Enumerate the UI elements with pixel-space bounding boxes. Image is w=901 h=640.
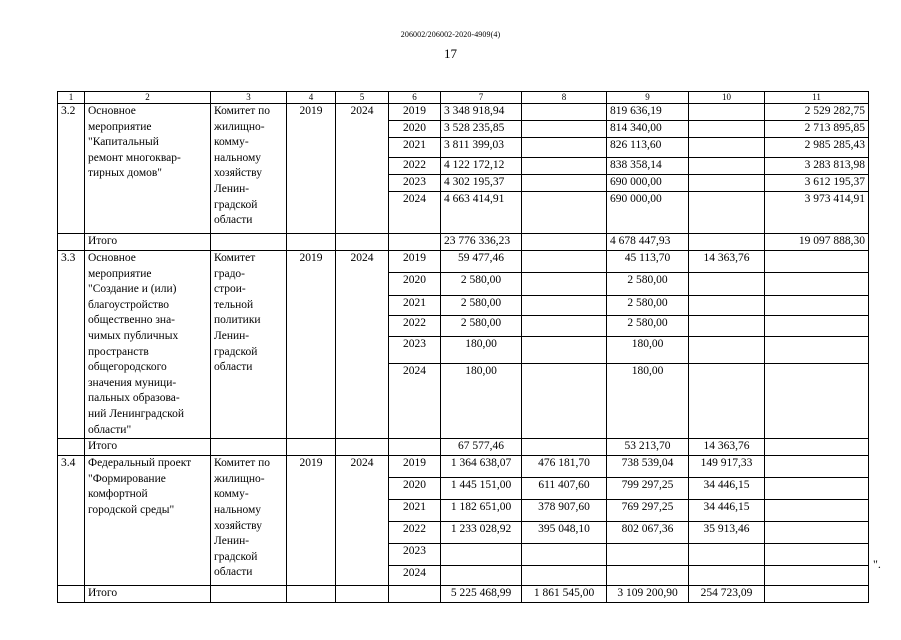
total-amount: 5 225 468,99 [441, 586, 522, 603]
year-cell: 2024 [389, 566, 441, 586]
amount-cell: 59 477,46 [441, 251, 522, 273]
amount-cell: 149 917,33 [689, 456, 765, 478]
amount-cell: 1 182 651,00 [441, 500, 522, 522]
amount-cell [522, 336, 607, 364]
amount-cell [441, 566, 522, 586]
amount-cell [765, 273, 869, 295]
year-cell: 2021 [389, 295, 441, 315]
empty-cell [211, 234, 287, 251]
responsible-executor: Комитет по жилищно- комму- нальному хозяйству Ленин- градской области [211, 456, 287, 586]
amount-cell [765, 544, 869, 566]
table-row [58, 104, 869, 121]
total-amount: 4 678 447,93 [607, 234, 689, 251]
amount-cell [522, 364, 607, 439]
amount-cell: 180,00 [441, 364, 522, 439]
amount-cell: 3 528 235,85 [441, 121, 522, 138]
empty-cell [336, 586, 389, 603]
amount-cell: 2 580,00 [441, 273, 522, 295]
total-amount: 254 723,09 [689, 586, 765, 603]
amount-cell [765, 500, 869, 522]
empty-cell [211, 586, 287, 603]
responsible-executor: Комитет по жилищно- комму- нальному хозяйству Ленин- градской области [211, 104, 287, 234]
amount-cell: 814 340,00 [607, 121, 689, 138]
amount-cell: 799 297,25 [607, 478, 689, 500]
amount-cell: 2 985 285,43 [765, 138, 869, 158]
empty-cell [58, 234, 85, 251]
year-cell: 2021 [389, 500, 441, 522]
total-amount: 23 776 336,23 [441, 234, 522, 251]
amount-cell [522, 192, 607, 234]
amount-cell: 476 181,70 [522, 456, 607, 478]
amount-cell [765, 522, 869, 544]
amount-cell: 611 407,60 [522, 478, 607, 500]
year-cell: 2022 [389, 522, 441, 544]
year-cell: 2023 [389, 544, 441, 566]
amount-cell [765, 316, 869, 336]
end-year: 2024 [336, 456, 389, 586]
total-amount [689, 234, 765, 251]
amount-cell: 1 233 028,92 [441, 522, 522, 544]
total-label: Итого [85, 586, 211, 603]
column-number: 4 [287, 92, 336, 104]
year-cell: 2023 [389, 336, 441, 364]
year-cell: 2023 [389, 175, 441, 192]
empty-cell [58, 586, 85, 603]
total-amount: 1 861 545,00 [522, 586, 607, 603]
year-cell: 2024 [389, 364, 441, 439]
amount-cell: 819 636,19 [607, 104, 689, 121]
amount-cell: 2 713 895,85 [765, 121, 869, 138]
empty-cell [287, 586, 336, 603]
amount-cell: 3 811 399,03 [441, 138, 522, 158]
amount-cell [765, 566, 869, 586]
total-amount: 19 097 888,30 [765, 234, 869, 251]
year-cell: 2019 [389, 104, 441, 121]
amount-cell: 2 580,00 [441, 295, 522, 315]
column-number: 11 [765, 92, 869, 104]
amount-cell [689, 138, 765, 158]
total-label: Итого [85, 439, 211, 456]
amount-cell: 180,00 [441, 336, 522, 364]
amount-cell [522, 295, 607, 315]
amount-cell: 35 913,46 [689, 522, 765, 544]
item-number: 3.2 [58, 104, 85, 234]
amount-cell: 34 446,15 [689, 500, 765, 522]
responsible-executor: Комитет градо- строи- тельной политики Ленин- градской области [211, 251, 287, 439]
year-cell: 2022 [389, 158, 441, 175]
total-label: Итого [85, 234, 211, 251]
start-year: 2019 [287, 104, 336, 234]
total-row [58, 586, 869, 603]
amount-cell [689, 273, 765, 295]
amount-cell [689, 364, 765, 439]
year-cell: 2020 [389, 121, 441, 138]
total-amount [522, 234, 607, 251]
amount-cell [765, 336, 869, 364]
amount-cell: 802 067,36 [607, 522, 689, 544]
measure-name: Основное мероприятие "Капитальный ремонт многоквар- тирных домов" [85, 104, 211, 234]
amount-cell: 2 580,00 [607, 295, 689, 315]
amount-cell [689, 175, 765, 192]
amount-cell: 4 122 172,12 [441, 158, 522, 175]
year-cell: 2024 [389, 192, 441, 234]
total-amount: 53 213,70 [607, 439, 689, 456]
year-cell: 2019 [389, 251, 441, 273]
total-amount: 67 577,46 [441, 439, 522, 456]
amount-cell [522, 251, 607, 273]
start-year: 2019 [287, 251, 336, 439]
amount-cell: 180,00 [607, 364, 689, 439]
amount-cell [689, 192, 765, 234]
amount-cell [765, 251, 869, 273]
amount-cell: 826 113,60 [607, 138, 689, 158]
amount-cell: 45 113,70 [607, 251, 689, 273]
end-year: 2024 [336, 251, 389, 439]
measure-name: Федеральный проект "Формирование комфортной городской среды" [85, 456, 211, 586]
end-year: 2024 [336, 104, 389, 234]
amount-cell [689, 316, 765, 336]
column-number-row [58, 92, 869, 104]
item-number: 3.3 [58, 251, 85, 439]
amount-cell [522, 158, 607, 175]
year-cell: 2021 [389, 138, 441, 158]
amount-cell: 1 364 638,07 [441, 456, 522, 478]
total-amount [765, 586, 869, 603]
total-amount: 3 109 200,90 [607, 586, 689, 603]
amount-cell [522, 104, 607, 121]
amount-cell: 838 358,14 [607, 158, 689, 175]
empty-cell [389, 586, 441, 603]
amount-cell [689, 295, 765, 315]
empty-cell [211, 439, 287, 456]
amount-cell [607, 544, 689, 566]
amount-cell: 14 363,76 [689, 251, 765, 273]
amount-cell: 690 000,00 [607, 175, 689, 192]
column-number: 2 [85, 92, 211, 104]
column-number: 6 [389, 92, 441, 104]
measure-name: Основное мероприятие "Создание и (или) благоустройство общественно зна- чимых публичных пространств общегородского значения муници- пальных образова- ний Ленинградской области" [85, 251, 211, 439]
amount-cell [607, 566, 689, 586]
amount-cell [522, 121, 607, 138]
total-amount [765, 439, 869, 456]
year-cell: 2019 [389, 456, 441, 478]
amount-cell [689, 158, 765, 175]
column-number: 9 [607, 92, 689, 104]
amount-cell: 2 580,00 [607, 316, 689, 336]
column-number: 1 [58, 92, 85, 104]
amount-cell: 1 445 151,00 [441, 478, 522, 500]
column-number: 5 [336, 92, 389, 104]
table-row [58, 251, 869, 273]
amount-cell: 3 612 195,37 [765, 175, 869, 192]
amount-cell: 4 302 195,37 [441, 175, 522, 192]
amount-cell: 738 539,04 [607, 456, 689, 478]
amount-cell [689, 336, 765, 364]
amount-cell: 34 446,15 [689, 478, 765, 500]
column-number: 10 [689, 92, 765, 104]
amount-cell [522, 566, 607, 586]
column-number: 3 [211, 92, 287, 104]
empty-cell [287, 234, 336, 251]
amount-cell [689, 544, 765, 566]
amount-cell [765, 295, 869, 315]
year-cell: 2022 [389, 316, 441, 336]
closing-quote-mark: ". [873, 557, 881, 571]
year-cell: 2020 [389, 478, 441, 500]
start-year: 2019 [287, 456, 336, 586]
amount-cell: 2 529 282,75 [765, 104, 869, 121]
amount-cell [522, 273, 607, 295]
item-number: 3.4 [58, 456, 85, 586]
column-number: 7 [441, 92, 522, 104]
empty-cell [389, 234, 441, 251]
amount-cell [522, 138, 607, 158]
amount-cell: 2 580,00 [441, 316, 522, 336]
amount-cell: 3 348 918,94 [441, 104, 522, 121]
amount-cell [689, 121, 765, 138]
empty-cell [389, 439, 441, 456]
total-row [58, 234, 869, 251]
empty-cell [58, 439, 85, 456]
year-cell: 2020 [389, 273, 441, 295]
amount-cell: 690 000,00 [607, 192, 689, 234]
total-row [58, 439, 869, 456]
document-registration-code: 206002/206002-2020-4909(4) [400, 30, 501, 39]
amount-cell [765, 364, 869, 439]
amount-cell: 2 580,00 [607, 273, 689, 295]
column-number: 8 [522, 92, 607, 104]
amount-cell: 3 283 813,98 [765, 158, 869, 175]
empty-cell [287, 439, 336, 456]
amount-cell [689, 104, 765, 121]
amount-cell: 3 973 414,91 [765, 192, 869, 234]
amount-cell: 180,00 [607, 336, 689, 364]
amount-cell [765, 456, 869, 478]
amount-cell: 769 297,25 [607, 500, 689, 522]
amount-cell: 395 048,10 [522, 522, 607, 544]
page-number: 17 [444, 46, 457, 61]
amount-cell [441, 544, 522, 566]
empty-cell [336, 439, 389, 456]
amount-cell [522, 175, 607, 192]
amount-cell [689, 566, 765, 586]
total-amount [522, 439, 607, 456]
empty-cell [336, 234, 389, 251]
amount-cell [765, 478, 869, 500]
amount-cell [522, 544, 607, 566]
amount-cell [522, 316, 607, 336]
table-row [58, 456, 869, 478]
amount-cell: 378 907,60 [522, 500, 607, 522]
financing-table [57, 91, 869, 603]
total-amount: 14 363,76 [689, 439, 765, 456]
amount-cell: 4 663 414,91 [441, 192, 522, 234]
